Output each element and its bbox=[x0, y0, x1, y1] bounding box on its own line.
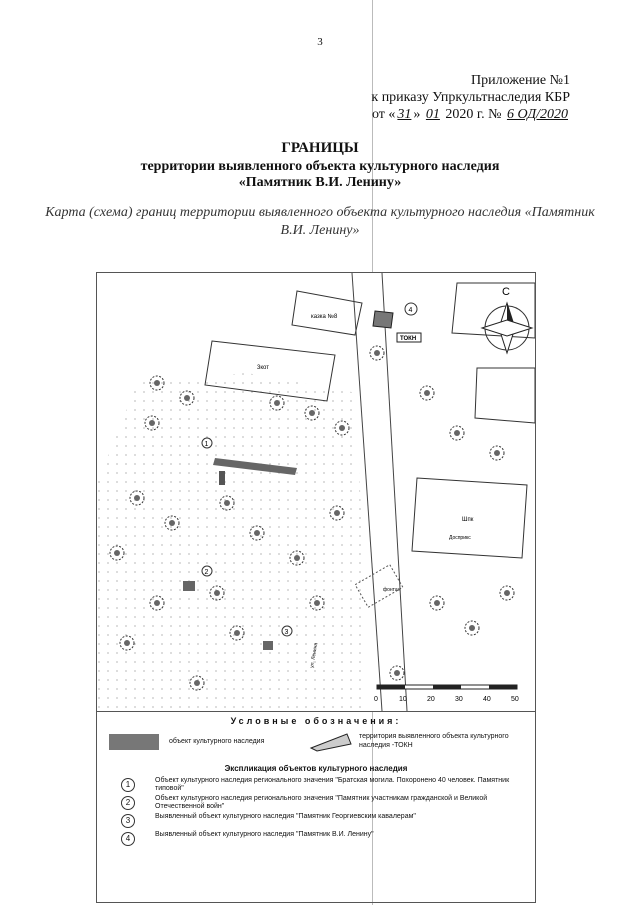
svg-text:2: 2 bbox=[204, 569, 209, 576]
svg-text:4: 4 bbox=[408, 307, 413, 314]
page-number: 3 bbox=[317, 36, 323, 48]
title-line-2: территории выявленного объекта культурного наследия bbox=[140, 159, 500, 174]
svg-text:0: 0 bbox=[374, 696, 378, 703]
tokn-area bbox=[373, 311, 393, 328]
label-zone-4: Досприкс bbox=[449, 535, 471, 541]
map-subtitle: Карта (схема) границ территории выявленного объекта культурного наследия «Памятник В.И. Ленину» bbox=[45, 205, 595, 238]
appendix-block bbox=[371, 72, 570, 123]
tokn-swatch bbox=[307, 730, 353, 752]
explication-item: 3 Выявленный объект культурного наследия "Памятник Георгиевским кавалерам" bbox=[97, 813, 535, 831]
date-month: 01 bbox=[425, 107, 440, 122]
object-2 bbox=[183, 581, 195, 591]
label-zone-1: казка №8 bbox=[311, 314, 338, 320]
title-block bbox=[0, 140, 640, 191]
marker-2 bbox=[202, 566, 212, 576]
order-number: 6 ОД/2020 bbox=[506, 107, 568, 122]
appendix-line-1: Приложение №1 bbox=[471, 73, 570, 88]
explication-item: 1 Объект культурного наследия регионального значения "Братская могила. Похоронено 40 человек. Памятник типовой" bbox=[97, 777, 535, 795]
legend-item-1: объект культурного наследия bbox=[169, 738, 265, 745]
park-area bbox=[97, 373, 367, 711]
explication-item: 2 Объект культурного наследия регионального значения "Памятник участникам гражданской и Великой Отечественной войн" bbox=[97, 795, 535, 813]
appendix-line-2: к приказу Упркультнаследия КБР bbox=[371, 90, 570, 105]
heritage-swatch bbox=[109, 734, 159, 750]
svg-text:20: 20 bbox=[427, 696, 435, 703]
title-heading: ГРАНИЦЫ bbox=[281, 140, 359, 156]
date-prefix: от « bbox=[371, 107, 396, 122]
svg-text:С: С bbox=[502, 286, 510, 298]
label-fountain: фонтан bbox=[383, 587, 401, 593]
date-day: 31 bbox=[397, 107, 412, 122]
map-drawing bbox=[97, 273, 535, 711]
north-arrow bbox=[482, 286, 532, 353]
svg-text:50: 50 bbox=[511, 696, 519, 703]
date-mid: » bbox=[413, 107, 421, 122]
marker-1 bbox=[202, 438, 212, 448]
legend-item-2: территория выявленного объекта культурного наследия -ТОКН bbox=[359, 733, 509, 749]
label-zone-3: Шпк bbox=[462, 517, 474, 523]
marker-3 bbox=[282, 626, 292, 636]
title-line-3: «Памятник В.И. Ленину» bbox=[238, 175, 402, 190]
date-year: 2020 г. № bbox=[445, 107, 502, 122]
svg-text:10: 10 bbox=[399, 696, 407, 703]
legend-symbols bbox=[97, 726, 535, 760]
object-1-block bbox=[219, 471, 225, 485]
svg-text:30: 30 bbox=[455, 696, 463, 703]
scale-bar bbox=[374, 685, 519, 703]
svg-text:40: 40 bbox=[483, 696, 491, 703]
label-street: ул. Ленина bbox=[309, 642, 320, 669]
explication-item: 4 Выявленный объект культурного наследия "Памятник В.И. Ленину" bbox=[97, 831, 535, 849]
appendix-date-line bbox=[371, 106, 570, 123]
label-zone-2: 3кот bbox=[257, 365, 269, 371]
legend-title: Условные обозначения: bbox=[230, 716, 402, 726]
svg-text:3: 3 bbox=[284, 629, 289, 636]
legend-block bbox=[96, 712, 536, 903]
label-tokn: ТОКН bbox=[400, 336, 417, 342]
boundary-map bbox=[96, 272, 536, 712]
marker-4 bbox=[405, 303, 417, 315]
object-3 bbox=[263, 641, 273, 650]
explication-title: Экспликация объектов культурного наследия bbox=[224, 764, 408, 773]
building-kazka bbox=[292, 291, 362, 335]
svg-text:1: 1 bbox=[204, 441, 209, 448]
building-right bbox=[475, 368, 535, 423]
